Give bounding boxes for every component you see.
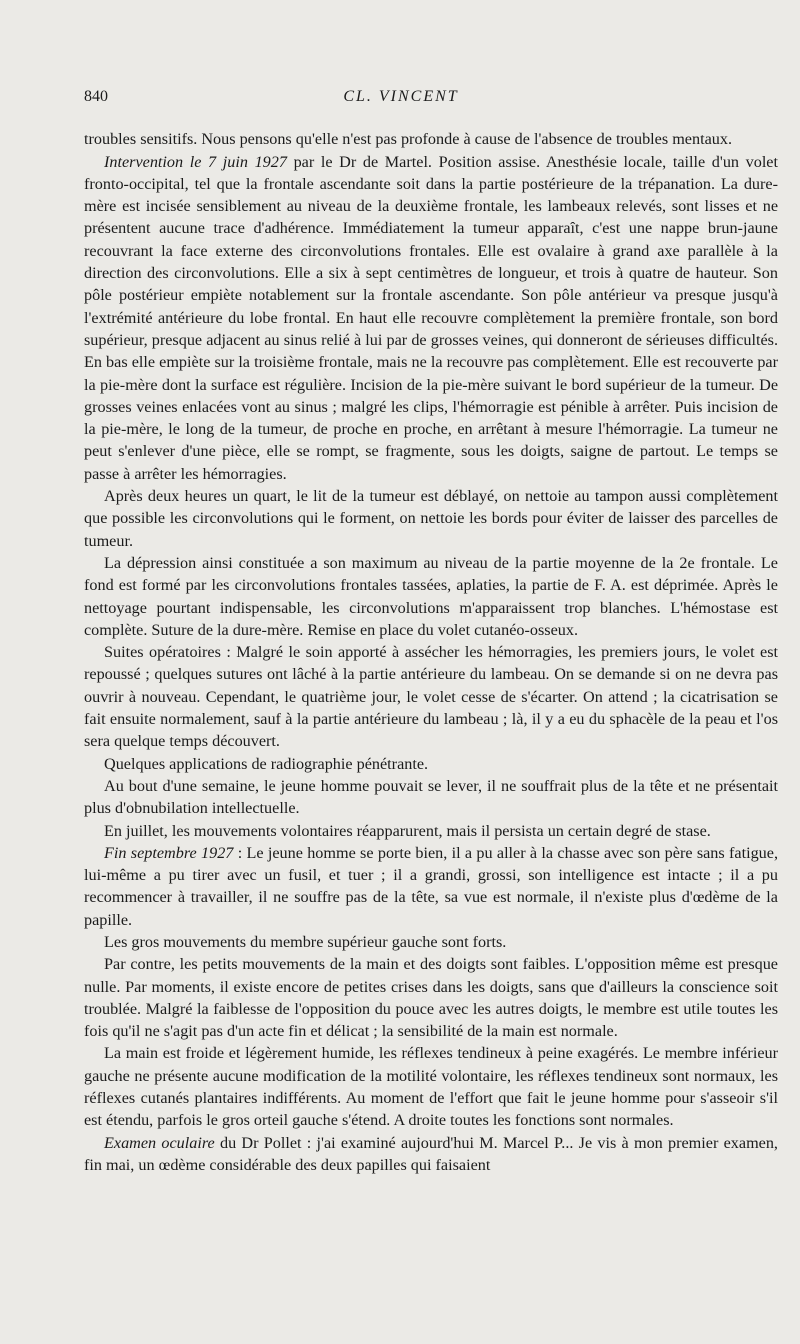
paragraph-text: Quelques applications de radiographie pénétrante. [104, 754, 429, 773]
paragraph-text: du Dr Pollet : j'ai examiné aujourd'hui M. Marcel P... Je vis à mon premier examen, fin mai, un œdème considérable des deux papilles qui faisaient [84, 1133, 778, 1174]
page-number: 840 [84, 88, 108, 105]
paragraph [84, 1042, 778, 1131]
paragraph [84, 931, 778, 953]
paragraph [84, 1132, 778, 1177]
paragraph [84, 842, 778, 931]
paragraph-text: La main est froide et légèrement humide, les réflexes tendineux à peine exagérés. Le membre inférieur gauche ne présente aucune modification de la motilité volontaire, les réflexes tendineux sont normaux, les réflexes cutanés plantaires indifférents. Au moment de l'effort que fait le jeune homme pour s'asseoir s'il est étendu, parfois le gros orteil gauche s'étend. A droite toutes les fonctions sont normales. [84, 1044, 778, 1130]
paragraph [84, 775, 778, 820]
paragraph [84, 485, 778, 552]
paragraph-lead: Examen oculaire [104, 1133, 215, 1152]
paragraph-text: par le Dr de Martel. Position assise. Anesthésie locale, taille d'un volet fronto-occipital, tel que la frontale ascendante soit dans la partie postérieure de la trépanation. La dure-mère est incisée sensiblement au niveau de la deuxième frontale, les lambeaux relevés, sont lisses et ne présentent aucune trace d'adhérence. Immédiatement la tumeur apparaît, c'est une nappe brun-jaune recouvrant la face externe des circonvolutions frontales. Elle est ovalaire à grand axe parallèle à la direction des circonvolutions. Elle a six à sept centimètres de longueur, et trois à quatre de hauteur. Son pôle postérieur empiète notablement sur la frontale ascendante. Son pôle antérieur va presque jusqu'à l'extrémité antérieure du lobe frontal. En haut elle recouvre complètement la première frontale, son bord supérieur, presque adjacent au sinus relié à lui par de grosses veines, qui donneront de sérieuses difficultés. En bas elle empiète sur la troisième frontale, mais ne la recouvre pas complètement. Elle est recouverte par la pie-mère dont la surface est régulière. Incision de la pie-mère suivant le bord supérieur de la tumeur. De grosses veines enlacées vont au sinus ; malgré les clips, l'hémorragie est pénible à arrêter. Puis incision de la pie-mère, le long de la tumeur, de proche en proche, en arrêtant à mesure l'hémorragie. La tumeur ne peut s'enlever d'une pièce, elle se rompt, se fragmente, sous les doigts, saigne de partout. Le temps se passe à arrêter les hémorragies. [84, 152, 778, 483]
paragraph-text: : Le jeune homme se porte bien, il a pu aller à la chasse avec son père sans fatigue, lui-même a pu tirer avec un fusil, et tuer ; il a grandi, grossi, son intelligence est intacte ; il a pu recommencer à travailler, il ne souffre pas de la tête, sa vue est normale, il n'existe plus d'œdème de la papille. [84, 843, 778, 929]
paragraph [84, 820, 778, 842]
paragraph-lead: Fin septembre 1927 [104, 843, 234, 862]
paragraph [84, 753, 778, 775]
page-header [84, 86, 778, 108]
body-text [84, 128, 778, 1176]
paragraph [84, 953, 778, 1042]
paragraph-text: Par contre, les petits mouvements de la main et des doigts sont faibles. L'opposition même est presque nulle. Par moments, il existe encore de petites crises dans les doigts, sans que d'ailleurs la conscience soit troublée. Malgré la faiblesse de l'opposition du pouce avec les autres doigts, le membre est utile toutes les fois qu'il ne s'agit pas d'un acte fin et délicat ; la sensibilité de la main est normale. [84, 955, 778, 1041]
paragraph-text: Suites opératoires : Malgré le soin apporté à assécher les hémorragies, les premiers jours, le volet est repoussé ; quelques sutures ont lâché à la partie antérieure du lambeau. On se demande si on ne devra pas ouvrir à nouveau. Cependant, le quatrième jour, le volet cesse de s'écarter. On attend ; la cicatrisation se fait ensuite normalement, sauf à la partie antérieure du lambeau ; là, il y a eu du sphacèle de la peau et l'os sera quelque temps découvert. [84, 643, 778, 751]
paragraph [84, 151, 778, 485]
running-head: CL. VINCENT [343, 88, 459, 105]
paragraph-lead: Intervention le 7 juin 1927 [104, 152, 287, 171]
paragraph-text: En juillet, les mouvements volontaires réapparurent, mais il persista un certain degré de stase. [104, 821, 711, 840]
paragraph [84, 552, 778, 641]
paragraph [84, 641, 778, 752]
paragraph-text: Les gros mouvements du membre supérieur gauche sont forts. [104, 932, 507, 951]
paragraph-text: Après deux heures un quart, le lit de la tumeur est déblayé, on nettoie au tampon aussi complètement que possible les circonvolutions qui le forment, on nettoie les bords pour éviter de laisser des parcelles de tumeur. [84, 487, 778, 550]
paragraph-text: troubles sensitifs. Nous pensons qu'elle n'est pas profonde à cause de l'absence de troubles mentaux. [84, 130, 732, 149]
paragraph-text: La dépression ainsi constituée a son maximum au niveau de la partie moyenne de la 2e frontale. Le fond est formé par les circonvolutions frontales tassées, aplaties, la partie de F. A. est déprimée. Après le nettoyage pourtant indispensable, les circonvolutions m'apparaissent trop blanches. L'hémostase est complète. Suture de la dure-mère. Remise en place du volet cutanéo-osseux. [84, 553, 778, 639]
paragraph-text: Au bout d'une semaine, le jeune homme pouvait se lever, il ne souffrait plus de la tête et ne présentait plus d'obnubilation intellectuelle. [84, 776, 778, 818]
paragraph [84, 128, 778, 150]
